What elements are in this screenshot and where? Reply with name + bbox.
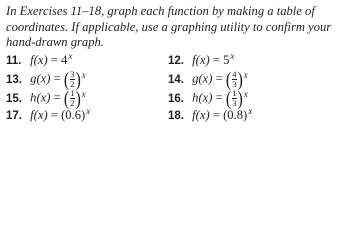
function-name: f(x) xyxy=(192,108,210,122)
left-paren: ( xyxy=(225,88,232,110)
base: (0.8) xyxy=(223,108,248,122)
exponent: x xyxy=(230,51,235,61)
base: (0.6) xyxy=(61,108,86,122)
exercise-number: 13. xyxy=(6,73,22,86)
exercise-number: 18. xyxy=(168,110,184,122)
equals-sign: = xyxy=(212,53,220,67)
function-name: g(x) xyxy=(30,71,51,86)
equals-sign: = xyxy=(215,90,223,105)
fraction xyxy=(70,70,75,88)
right-paren: ) xyxy=(75,69,81,91)
exercise-number: 15. xyxy=(6,92,22,105)
exercise-14 xyxy=(168,69,248,91)
exercise-number: 12. xyxy=(168,55,184,67)
numerator: 1 xyxy=(232,88,237,98)
denominator: 2 xyxy=(70,78,75,89)
exponent: x xyxy=(248,106,253,116)
denominator: 2 xyxy=(70,97,75,108)
left-paren: ( xyxy=(63,69,70,91)
exercise-15 xyxy=(6,88,86,110)
equals-sign: = xyxy=(53,90,61,105)
exponent: x xyxy=(243,69,248,80)
exercise-11 xyxy=(6,52,72,69)
exponent: x xyxy=(86,106,91,116)
exponent: x xyxy=(81,88,86,99)
exponent: x xyxy=(81,69,86,80)
numerator: 1 xyxy=(70,88,75,98)
exercise-17 xyxy=(6,107,90,124)
exercise-16 xyxy=(168,88,248,110)
function-name: f(x) xyxy=(30,53,48,67)
equals-sign: = xyxy=(215,71,223,86)
equals-sign: = xyxy=(212,108,220,122)
fraction xyxy=(232,70,237,88)
fraction xyxy=(70,89,75,107)
equals-sign: = xyxy=(53,71,61,86)
exercise-number: 16. xyxy=(168,92,184,105)
equals-sign: = xyxy=(50,53,58,67)
left-paren: ( xyxy=(225,69,232,91)
exercise-number: 17. xyxy=(6,110,22,122)
right-paren: ) xyxy=(237,88,243,110)
exercise-18 xyxy=(168,107,252,124)
exercise-number: 11. xyxy=(6,55,22,67)
function-name: h(x) xyxy=(192,90,213,105)
base: 4 xyxy=(61,53,68,67)
right-paren: ) xyxy=(75,88,81,110)
exponent: x xyxy=(68,51,73,61)
exponent: x xyxy=(243,88,248,99)
base: 5 xyxy=(223,53,230,67)
function-name: f(x) xyxy=(30,108,48,122)
function-name: g(x) xyxy=(192,71,213,86)
fraction xyxy=(232,89,237,107)
numerator: 3 xyxy=(70,69,75,79)
exercise-13 xyxy=(6,69,86,91)
function-name: h(x) xyxy=(30,90,51,105)
exercise-instructions: In Exercises 11–18, graph each function by making a table of coordinates. If applicable, use a graphing utility to confirm your hand-drawn graph. xyxy=(6,4,332,50)
exercise-12 xyxy=(168,52,234,69)
denominator: 3 xyxy=(232,97,237,108)
function-name: f(x) xyxy=(192,53,210,67)
denominator: 3 xyxy=(232,78,237,89)
exercise-number: 14. xyxy=(168,73,184,86)
equals-sign: = xyxy=(50,108,58,122)
left-paren: ( xyxy=(63,88,70,110)
right-paren: ) xyxy=(237,69,243,91)
numerator: 4 xyxy=(232,69,237,79)
